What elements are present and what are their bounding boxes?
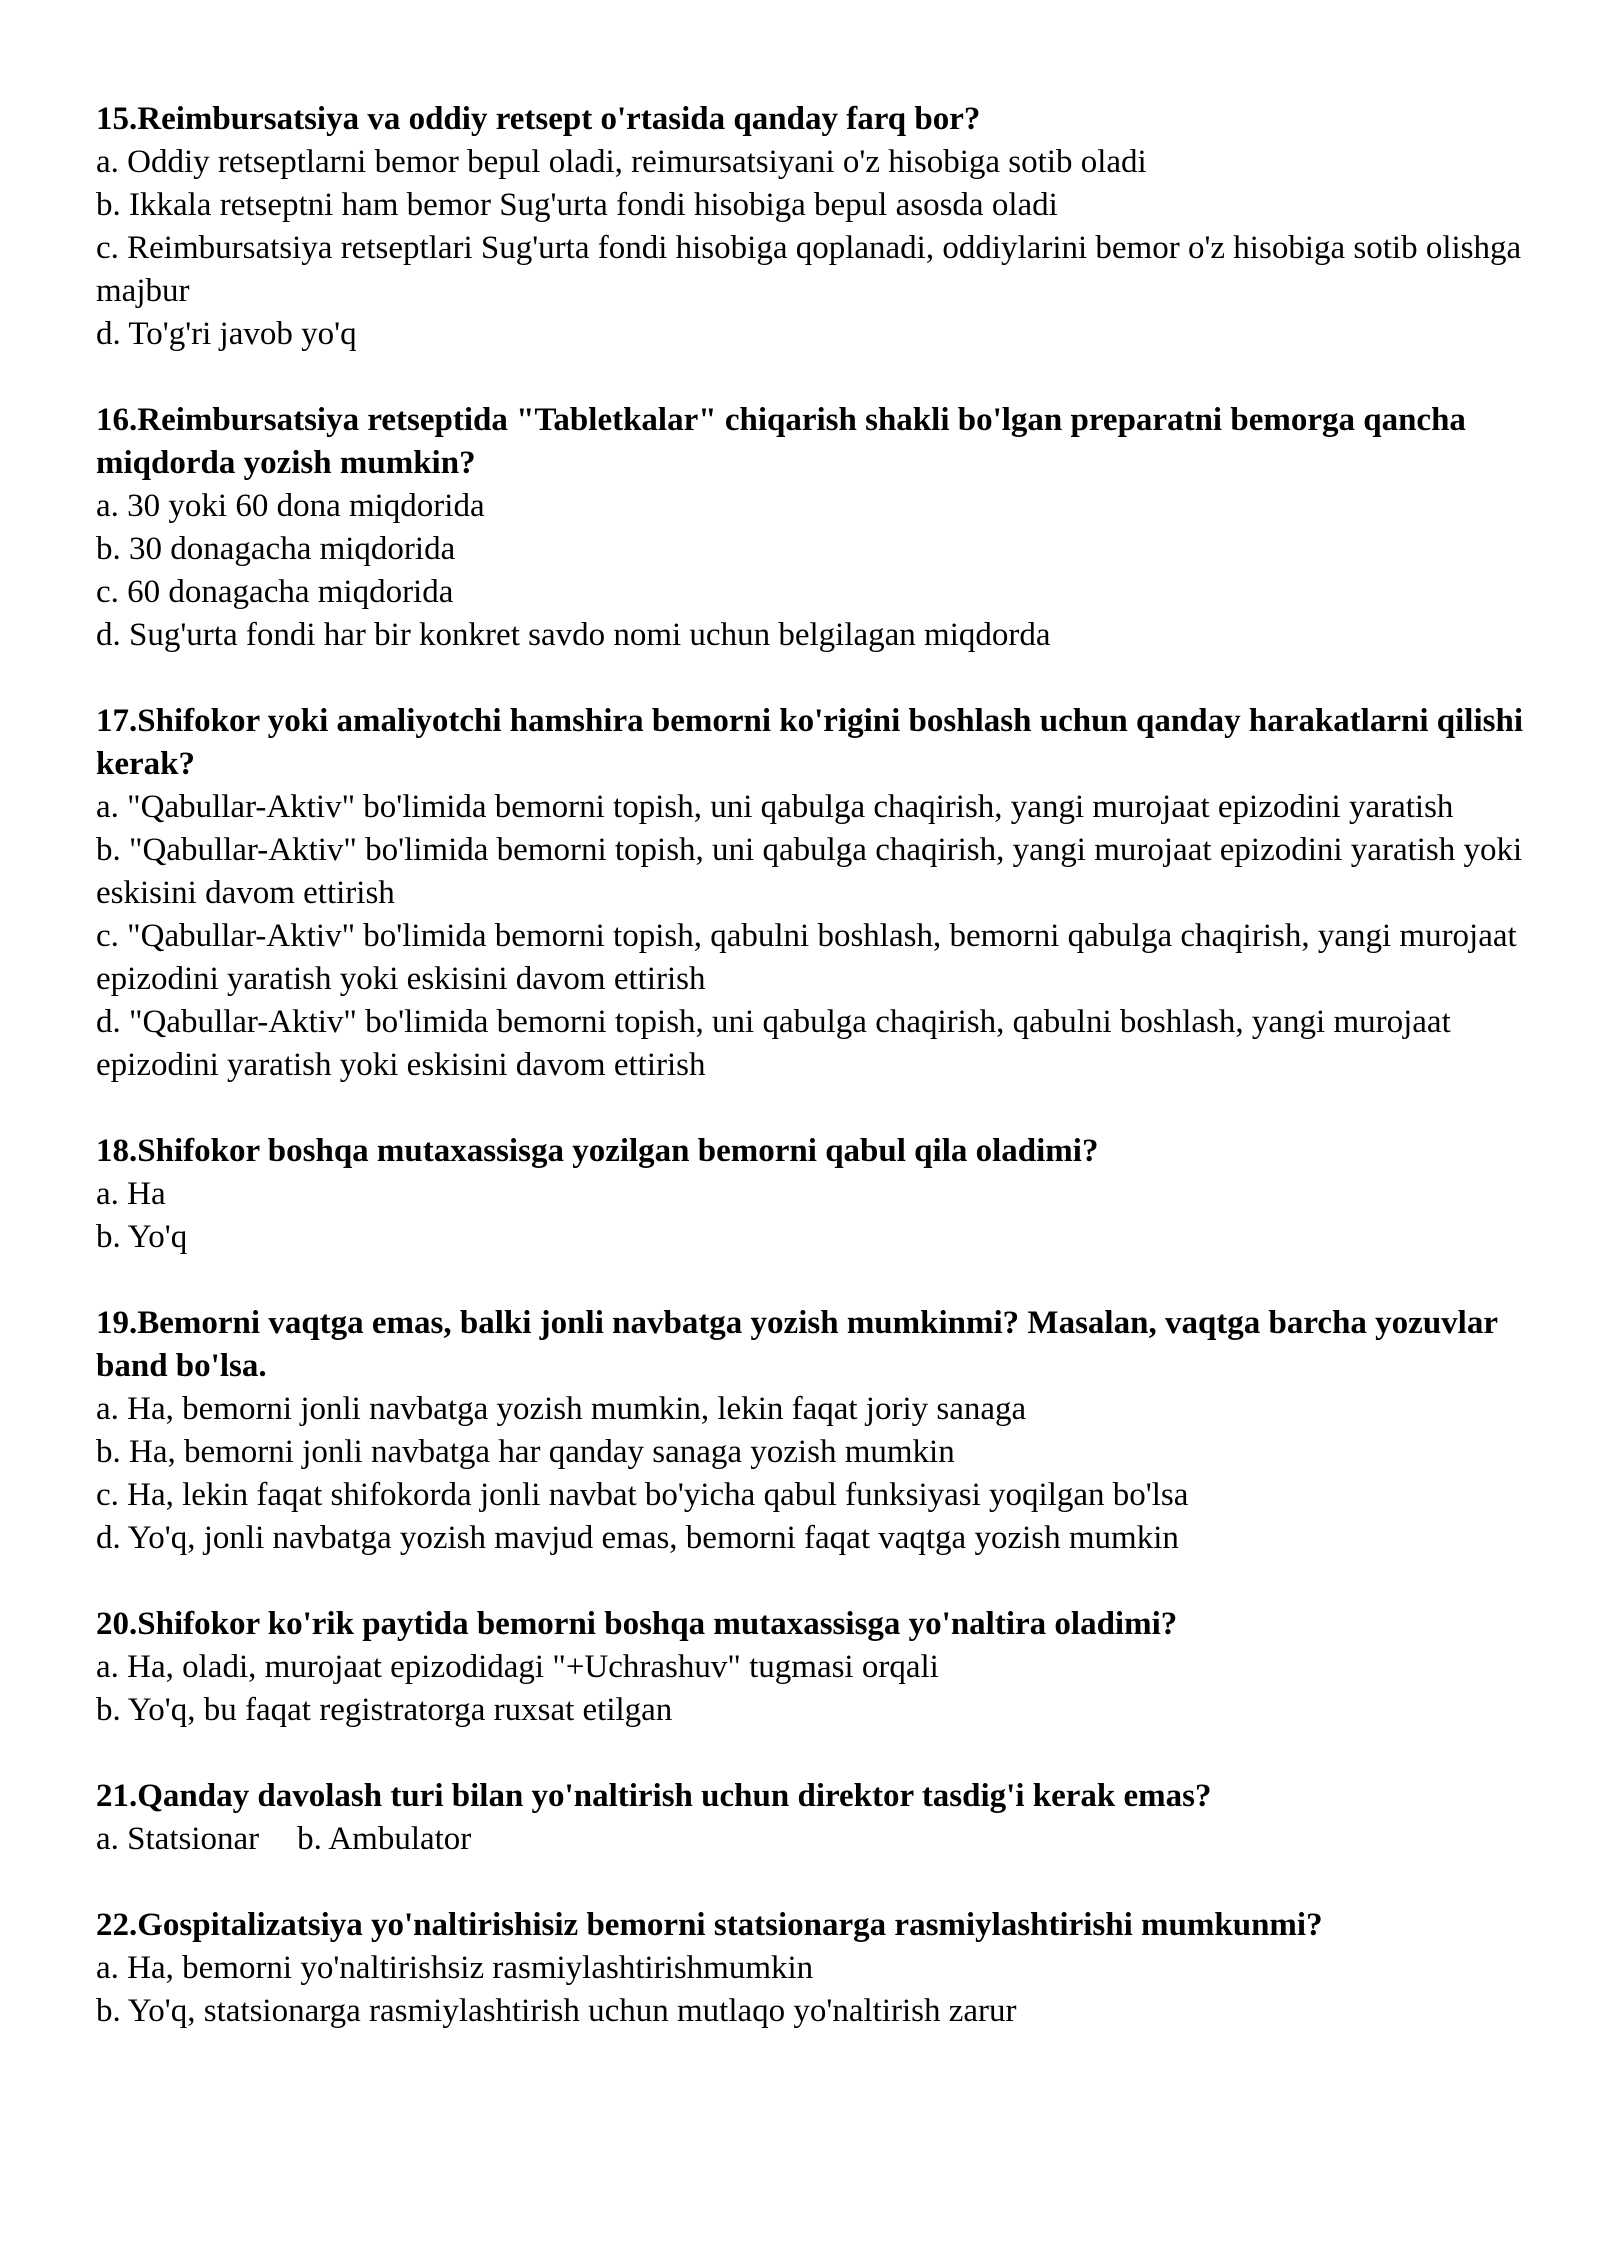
answer-option: d. To'g'ri javob yo'q [96, 316, 357, 352]
answer-option: b. Ikkala retseptni ham bemor Sug'urta fondi hisobiga bepul asosda oladi [96, 187, 1058, 223]
answer-option: c. "Qabullar-Aktiv" bo'limida bemorni topish, qabulni boshlash, bemorni qabulga chaqirish, yangi murojaat epizodini yaratish yoki eskisini davom ettirish [96, 918, 1517, 997]
answer-option: a. Oddiy retseptlarni bemor bepul oladi, reimursatsiyani o'z hisobiga sotib oladi [96, 144, 1147, 180]
answer-option: b. Ambulator [297, 1821, 472, 1857]
question-19 [96, 1302, 1556, 1560]
question-title: 19.Bemorni vaqtga emas, balki jonli navbatga yozish mumkinmi? Masalan, vaqtga barcha yozuvlar band bo'lsa. [96, 1305, 1498, 1384]
answer-option: a. 30 yoki 60 dona miqdorida [96, 488, 485, 524]
answer-option: a. Ha, bemorni jonli navbatga yozish mumkin, lekin faqat joriy sanaga [96, 1391, 1027, 1427]
question-20 [96, 1603, 1556, 1732]
answer-option: c. 60 donagacha miqdorida [96, 574, 454, 610]
answer-option: a. Ha, bemorni yo'naltirishsiz rasmiylashtirishmumkin [96, 1950, 814, 1986]
question-18 [96, 1130, 1556, 1259]
document-page [96, 98, 1556, 2076]
answer-option: a. "Qabullar-Aktiv" bo'limida bemorni topish, uni qabulga chaqirish, yangi murojaat epizodini yaratish [96, 789, 1454, 825]
answer-option: d. Sug'urta fondi har bir konkret savdo nomi uchun belgilagan miqdorda [96, 617, 1051, 653]
question-title: 16.Reimbursatsiya retseptida "Tabletkalar" chiqarish shakli bo'lgan preparatni bemorga qancha miqdorda yozish mumkin? [96, 402, 1466, 481]
question-title: 17.Shifokor yoki amaliyotchi hamshira bemorni ko'rigini boshlash uchun qanday harakatlarni qilishi kerak? [96, 703, 1523, 782]
question-17 [96, 700, 1556, 1087]
question-15 [96, 98, 1556, 356]
answer-option: b. Yo'q, bu faqat registratorga ruxsat etilgan [96, 1692, 673, 1728]
question-title: 18.Shifokor boshqa mutaxassisga yozilgan bemorni qabul qila oladimi? [96, 1133, 1099, 1169]
question-title: 21.Qanday davolash turi bilan yo'naltirish uchun direktor tasdig'i kerak emas? [96, 1778, 1212, 1814]
answer-option: b. "Qabullar-Aktiv" bo'limida bemorni topish, uni qabulga chaqirish, yangi murojaat epizodini yaratish yoki eskisini davom ettirish [96, 832, 1523, 911]
answer-option: b. Yo'q [96, 1219, 188, 1255]
answer-option: b. Ha, bemorni jonli navbatga har qanday sanaga yozish mumkin [96, 1434, 955, 1470]
inline-answer-row [96, 1818, 1556, 1861]
answer-option: c. Reimbursatsiya retseptlari Sug'urta fondi hisobiga qoplanadi, oddiylarini bemor o'z hisobiga sotib olishga majbur [96, 230, 1522, 309]
answer-option: d. "Qabullar-Aktiv" bo'limida bemorni topish, uni qabulga chaqirish, qabulni boshlash, yangi murojaat epizodini yaratish yoki eskisini davom ettirish [96, 1004, 1451, 1083]
answer-option: a. Ha, oladi, murojaat epizodidagi "+Uchrashuv" tugmasi orqali [96, 1649, 939, 1685]
question-title: 20.Shifokor ko'rik paytida bemorni boshqa mutaxassisga yo'naltira oladimi? [96, 1606, 1178, 1642]
answer-option: b. 30 donagacha miqdorida [96, 531, 456, 567]
answer-option: b. Yo'q, statsionarga rasmiylashtirish uchun mutlaqo yo'naltirish zarur [96, 1993, 1017, 2029]
answer-option: a. Statsionar [96, 1821, 260, 1857]
answer-option: a. Ha [96, 1176, 166, 1212]
question-21 [96, 1775, 1556, 1861]
answer-option: c. Ha, lekin faqat shifokorda jonli navbat bo'yicha qabul funksiyasi yoqilgan bo'lsa [96, 1477, 1189, 1513]
question-22 [96, 1904, 1556, 2033]
question-title: 15.Reimbursatsiya va oddiy retsept o'rtasida qanday farq bor? [96, 101, 981, 137]
question-16 [96, 399, 1556, 657]
question-title: 22.Gospitalizatsiya yo'naltirishisiz bemorni statsionarga rasmiylashtirishi mumkunmi? [96, 1907, 1323, 1943]
answer-option: d. Yo'q, jonli navbatga yozish mavjud emas, bemorni faqat vaqtga yozish mumkin [96, 1520, 1179, 1556]
